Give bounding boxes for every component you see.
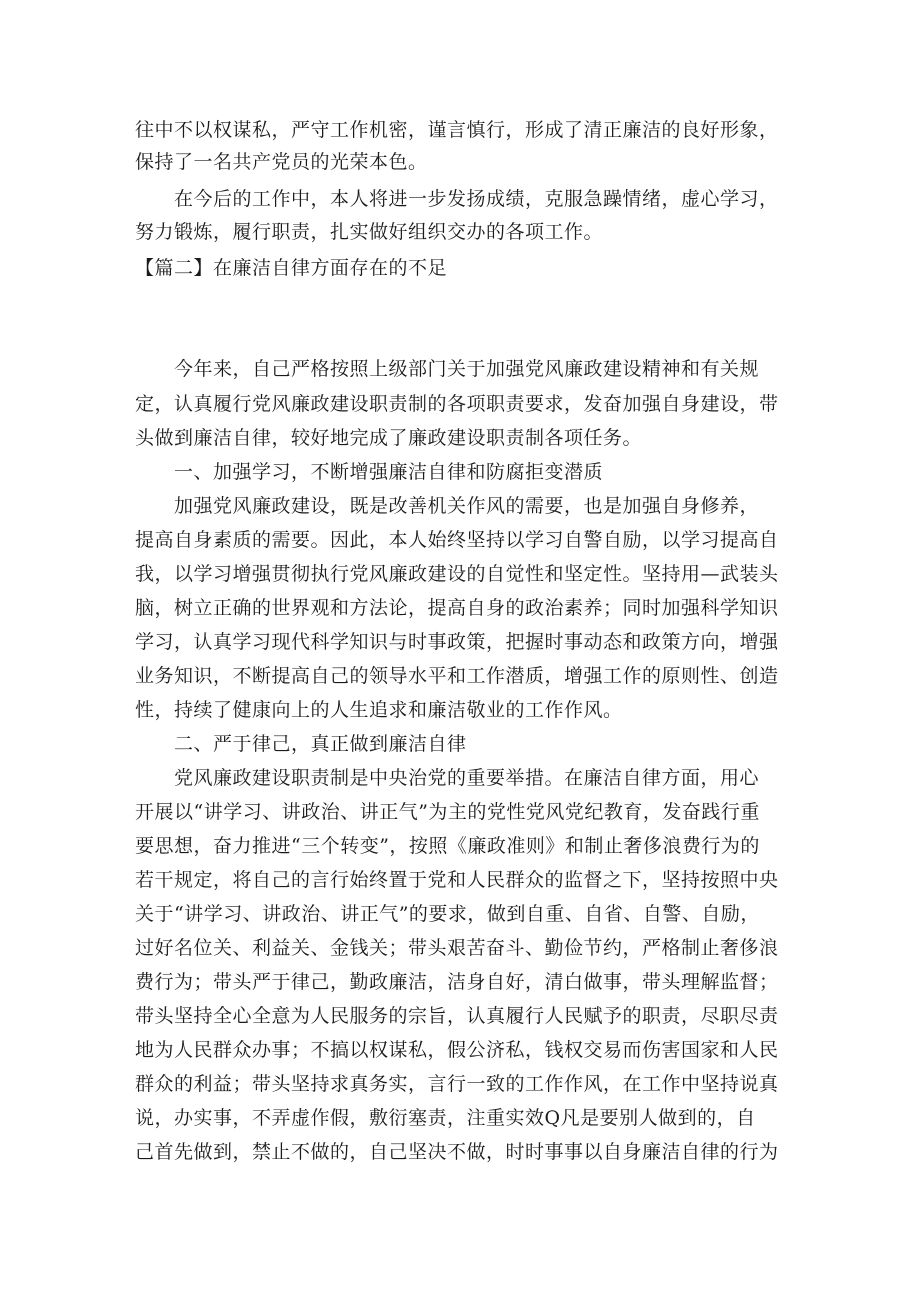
- paragraph-line: 学习，认真学习现代科学知识与时事政策，把握时事动态和政策方向，增强: [135, 631, 779, 653]
- paragraph-line: 党风廉政建设职责制是中央治党的重要举措。在廉洁自律方面，用心: [174, 767, 760, 789]
- paragraph-line: 己首先做到，禁止不做的，自己坚决不做，时时事事以自身廉洁自律的行为: [135, 1141, 779, 1163]
- paragraph-line: 业务知识，不断提高自己的领导水平和工作潜质，增强工作的原则性、创造: [135, 665, 779, 687]
- paragraph-line: 努力锻炼，履行职责，扎实做好组织交办的各项工作。: [135, 221, 604, 243]
- paragraph-line: 加强党风廉政建设，既是改善机关作风的需要，也是加强自身修养，: [174, 495, 760, 517]
- paragraph-line: 过好名位关、利益关、金钱关；带头艰苦奋斗、勤俭节约，严格制止奢侈浪: [135, 937, 779, 959]
- subsection-heading: 一、加强学习，不断增强廉洁自律和防腐拒变潜质: [174, 461, 604, 483]
- paragraph-line: 脑，树立正确的世界观和方法论，提高自身的政治素养；同时加强科学知识: [135, 597, 779, 619]
- paragraph-line: 说，办实事，不弄虚作假，敷衍塞责，注重实效Q凡是要别人做到的，自: [135, 1107, 756, 1129]
- paragraph-line: 群众的利益；带头坚持求真务实，言行一致的工作作风，在工作中坚持说真: [135, 1073, 779, 1095]
- paragraph-line: 保持了一名共产党员的光荣本色。: [135, 151, 428, 173]
- paragraph-line: 在今后的工作中，本人将进一步发扬成绩，克服急躁情绪，虚心学习，: [174, 188, 779, 210]
- subsection-heading: 二、严于律己，真正做到廉洁自律: [174, 733, 467, 755]
- paragraph-line: 我，以学习增强贯彻执行党风廉政建设的自觉性和坚定性。坚持用—武装头: [135, 563, 779, 585]
- paragraph-line: 往中不以权谋私，严守工作机密，谨言慎行，形成了清正廉洁的良好形象，: [135, 119, 779, 141]
- paragraph-line: 带头坚持全心全意为人民服务的宗旨，认真履行人民赋予的职责，尽职尽责: [135, 1005, 779, 1027]
- section-heading: 【篇二】在廉洁自律方面存在的不足: [135, 257, 448, 279]
- paragraph-line: 若干规定，将自己的言行始终置于党和人民群众的监督之下，坚持按照中央: [135, 869, 779, 891]
- paragraph-line: 关于“讲学习、讲政治、讲正气”的要求，做到自重、自省、自警、自励，: [135, 903, 760, 925]
- paragraph-line: 要思想，奋力推进“三个转变”，按照《廉政准则》和制止奢侈浪费行为的: [135, 835, 760, 857]
- paragraph-line: 性，持续了健康向上的人生追求和廉洁敬业的工作作风。: [135, 699, 623, 721]
- paragraph-line: 头做到廉洁自律，较好地完成了廉政建设职责制各项任务。: [135, 427, 643, 449]
- paragraph-line: 费行为；带头严于律己，勤政廉洁，洁身自好，清白做事，带头理解监督；: [135, 971, 779, 993]
- paragraph-line: 提高自身素质的需要。因此，本人始终坚持以学习自警自励，以学习提高自: [135, 529, 779, 551]
- paragraph-line: 定，认真履行党风廉政建设职责制的各项职责要求，发奋加强自身建设，带: [135, 393, 779, 415]
- paragraph-line: 开展以“讲学习、讲政治、讲正气”为主的党性党风党纪教育，发奋践行重: [135, 801, 760, 823]
- paragraph-line: 今年来，自己严格按照上级部门关于加强党风廉政建设精神和有关规: [174, 358, 760, 380]
- paragraph-line: 地为人民群众办事；不搞以权谋私，假公济私，钱权交易而伤害国家和人民: [135, 1039, 779, 1061]
